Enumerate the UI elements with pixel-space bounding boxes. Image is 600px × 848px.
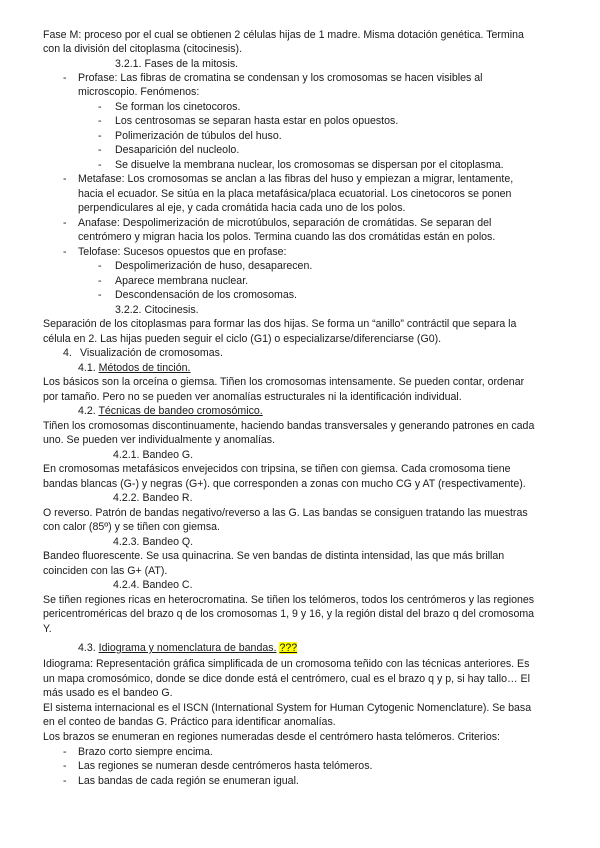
paragraph-fase-m: Fase M: proceso por el cual se obtienen 2 células hijas de 1 madre. Misma dotación genética. Termina (43, 29, 524, 41)
paragraph-bandeo: Tiñen los cromosomas discontinuamente, haciendo bandas transversales y generando patrones en cada (43, 420, 535, 432)
list-item: Descondensación de los cromosomas. (115, 289, 297, 301)
list-item-profase: Profase: Las fibras de cromatina se condensan y los cromosomas se hacen visibles al (78, 72, 483, 84)
bullet: - (63, 173, 67, 185)
list-item: Despolimerización de huso, desaparecen. (115, 260, 313, 272)
heading-3-2-2: 3.2.2. Citocinesis. (115, 304, 199, 316)
paragraph-citocinesis: célula en 2. Las hijas pueden seguir el ciclo (G1) o especializarse/diferenciarse (G0). (43, 333, 442, 345)
paragraph-bandeo-g: bandas blancas (G-) y negras (G+). que corresponden a zonas con mucho CG y AT (respectivamente). (43, 478, 526, 490)
bullet: - (98, 101, 102, 113)
paragraph-bandeo-q: Bandeo fluorescente. Se usa quinacrina. Se ven bandas de distinta intensidad, las que más brillan (43, 550, 505, 562)
heading-4-3-number: 4.3. (78, 642, 96, 654)
paragraph-iscn: El sistema internacional es el ISCN (International System for Human Cytogenic Nomenclature). Se basa (43, 702, 532, 714)
paragraph-idiograma: más usado es el bandeo G. (43, 687, 173, 699)
paragraph-tincion: por tamaño. Pero no se pueden ver anomalías estructurales ni la identificación individual. (43, 391, 462, 403)
paragraph-idiograma: un mapa cromosómico, donde se dice donde está el centrómero, cual es el brazo q y p, si hay tallo… El (43, 673, 530, 685)
paragraph-tincion: Los básicos son la orceína o giemsa. Tiñen los cromosomas intensamente. Se pueden contar, ordenar (43, 376, 525, 388)
paragraph-brazos: Los brazos se enumeran en regiones numeradas desde el centrómero hasta telómeros. Criterios: (43, 731, 500, 743)
heading-4-2-1: 4.2.1. Bandeo G. (113, 449, 194, 461)
heading-4-number: 4. (63, 347, 72, 359)
heading-4-2-title: Técnicas de bandeo cromosómico. (98, 405, 263, 417)
list-item: Brazo corto siempre encima. (78, 746, 213, 758)
list-item: Se forman los cinetocoros. (115, 101, 241, 113)
paragraph-bandeo-q: coinciden con las G+ (AT). (43, 565, 168, 577)
list-item: Se disuelve la membrana nuclear, los cromosomas se dispersan por el citoplasma. (115, 159, 504, 171)
bullet: - (63, 775, 67, 787)
bullet: - (63, 246, 67, 258)
list-item: Las regiones se numeran desde centrómeros hasta telómeros. (78, 760, 373, 772)
list-item-metafase: Metafase: Los cromosomas se anclan a las fibras del huso y empiezan a migrar, lentamente, (78, 173, 514, 185)
list-item-telofase: Telofase: Sucesos opuestos que en profase: (78, 246, 287, 258)
paragraph-citocinesis: Separación de los citoplasmas para formar las dos hijas. Se forma un “anillo” contráctil que separa la (43, 318, 517, 330)
bullet: - (98, 144, 102, 156)
paragraph-bandeo: uno. Se pueden ver individualmente y anomalías. (43, 434, 276, 446)
paragraph-idiograma: Idiograma: Representación gráfica simplificada de un cromosoma teñido con las técnicas anteriores. Es (43, 658, 530, 670)
paragraph-bandeo-c: Se tiñen regiones ricas en heterocromatina. Se tiñen los telómeros, todos los centrómeros y las regiones (43, 594, 535, 606)
list-item: Desaparición del nucleolo. (115, 144, 240, 156)
bullet: - (98, 130, 102, 142)
bullet: - (98, 289, 102, 301)
heading-4-2-2: 4.2.2. Bandeo R. (113, 492, 193, 504)
list-item: Las bandas de cada región se enumeran igual. (78, 775, 299, 787)
heading-4: Visualización de cromosomas. (80, 347, 223, 359)
list-item-metafase: hacia el ecuador. Se sitúa en la placa metafásica/placa ecuatorial. Los cinetocoros se ponen (78, 188, 512, 200)
bullet: - (63, 72, 67, 84)
list-item-anafase: centrómero y migran hacia los polos. Termina cuando las dos cromátidas están en polos. (78, 231, 496, 243)
paragraph-bandeo-g: En cromosomas metafásicos envejecidos con tripsina, se tiñen con giemsa. Cada cromosoma tiene (43, 463, 511, 475)
list-item: Aparece membrana nuclear. (115, 275, 249, 287)
bullet: - (98, 159, 102, 171)
bullet: - (63, 217, 67, 229)
heading-4-2-4: 4.2.4. Bandeo C. (113, 579, 193, 591)
paragraph-bandeo-c: Y. (43, 623, 52, 635)
bullet: - (98, 115, 102, 127)
heading-4-3 (78, 641, 297, 655)
paragraph-iscn: en el conteo de bandas G. Práctico para identificar anomalías. (43, 716, 336, 728)
heading-4-3-title: Idiograma y nomenclatura de bandas. (98, 642, 277, 654)
list-item: Polimerización de túbulos del huso. (115, 130, 282, 142)
heading-4-1-number: 4.1. (78, 362, 96, 374)
bullet: - (63, 746, 67, 758)
paragraph-fase-m: con la división del citoplasma (citocinesis). (43, 43, 243, 55)
bullet: - (98, 260, 102, 272)
bullet: - (63, 760, 67, 772)
heading-4-1-title: Métodos de tinción. (98, 362, 191, 374)
paragraph-bandeo-r: con calor (85º) y se tiñen con giemsa. (43, 521, 220, 533)
heading-4-2-3: 4.2.3. Bandeo Q. (113, 536, 194, 548)
paragraph-bandeo-r: O reverso. Patrón de bandas negativo/reverso a las G. Las bandas se consiguen tratando las muestras (43, 507, 528, 519)
heading-4-2 (78, 404, 263, 418)
list-item-profase: microscopio. Fenómenos: (78, 86, 200, 98)
list-item-anafase: Anafase: Despolimerización de microtúbulos, separación de cromátidas. Se separan del (78, 217, 492, 229)
highlight-mark: ??? (279, 642, 298, 654)
paragraph-bandeo-c: pericentroméricas del brazo q de los cromosomas 1, 9 y 16, y la región distal del brazo q del cromosoma (43, 608, 535, 620)
heading-4-2-number: 4.2. (78, 405, 96, 417)
list-item-metafase: perpendiculares al eje, y cada cromátida hacia cada uno de los polos. (78, 202, 406, 214)
bullet: - (98, 275, 102, 287)
list-item: Los centrosomas se separan hasta estar en polos opuestos. (115, 115, 399, 127)
heading-4-1 (78, 361, 191, 375)
heading-3-2-1: 3.2.1. Fases de la mitosis. (115, 58, 239, 70)
